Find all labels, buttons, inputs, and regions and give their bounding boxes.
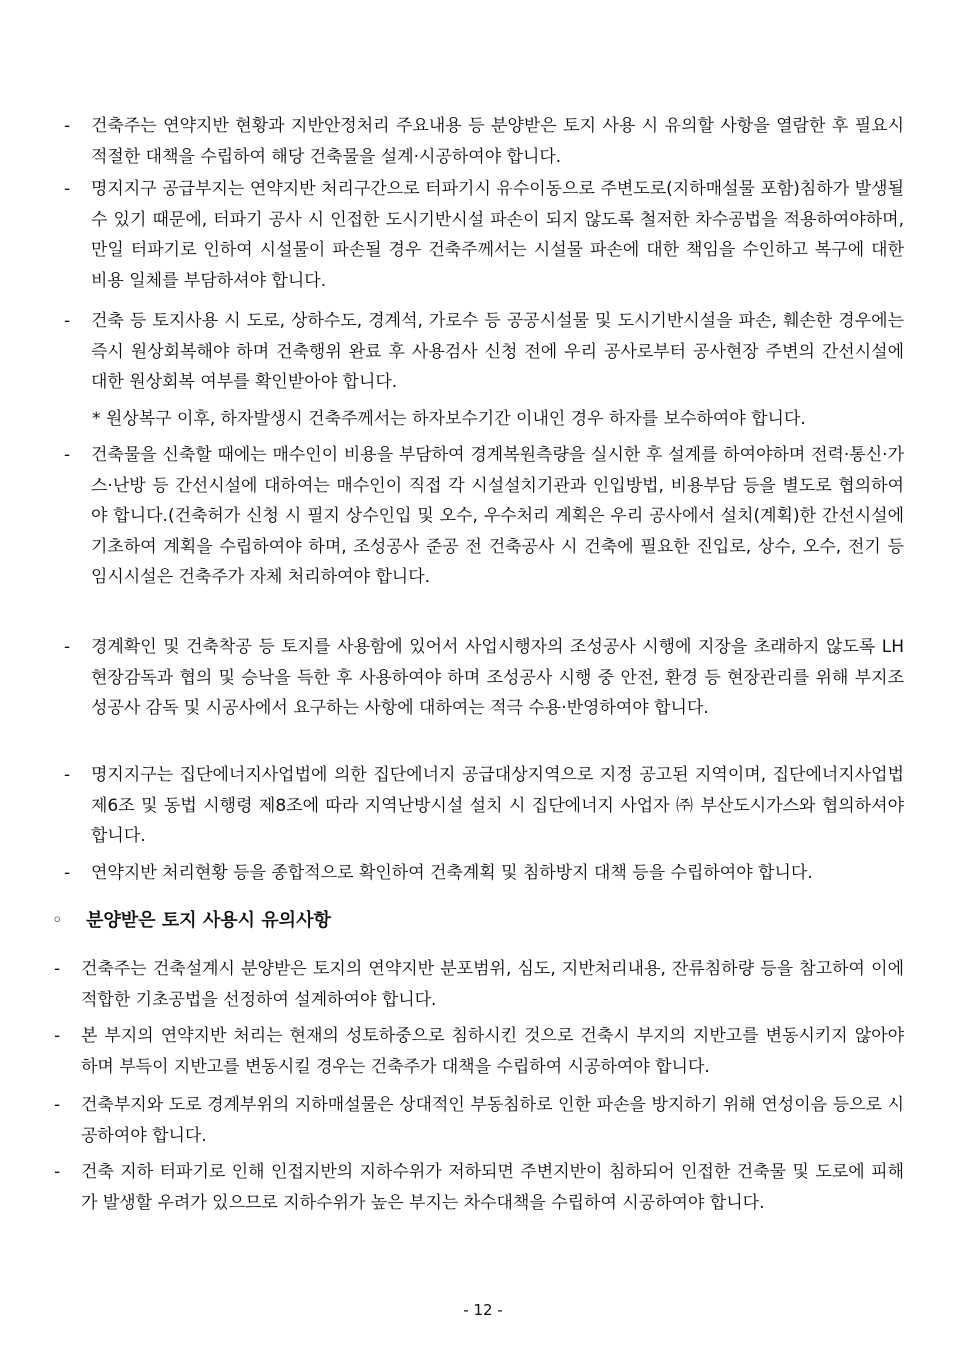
list-item (64, 111, 904, 172)
list-item-text: 건축물을 신축할 때에는 매수인이 비용을 부담하여 경계복원측량을 실시한 후 설계를 하여야하며 전력·통신·가스·난방 등 간선시설에 대하여는 매수인이 직접 각 시설설치기관과 인입방법, 비용부담 등을 별도로 협의하여야 합니다.(건축허가 신청 시 필지 상수인입 및 오수, 우수처리 계획은 우리 공사에서 설치(계획)한 간선시설에 기초하여 계획을 수립하여야 하며, 조성공사 준공 전 건축공사 시 건축에 필요한 진입로, 상수, 오수, 전기 등 임시시설은 건축주가 자체 처리하여야 합니다. (91, 445, 904, 587)
section-bullet: ◦ (52, 910, 63, 931)
list-item (54, 1021, 904, 1082)
list-item-text: 건축 지하 터파기로 인해 인접지반의 지하수위가 저하되면 주변지반이 침하되어 인접한 건축물 및 도로에 피해가 발생할 우려가 있으므로 지하수위가 높은 부지는 차수대책을 수립하여 시공하여야 합니다. (81, 1162, 904, 1213)
list-item (64, 440, 904, 593)
footnote-note: * 원상복구 이후, 하자발생시 건축주께서는 하자보수기간 이내인 경우 하자를 보수하여야 합니다. (92, 409, 806, 429)
list-item-text: 경계확인 및 건축착공 등 토지를 사용함에 있어서 사업시행자의 조성공사 시행에 지장을 초래하지 않도록 LH 현장감독과 협의 및 승낙을 득한 후 사용하여야 하며 조성공사 시행 중 안전, 환경 등 현장관리를 위해 부지조성공사 감독 및 시공사에서 요구하는 사항에 대하여는 적극 수용·반영하여야 합니다. (91, 637, 904, 718)
list-dash: - (64, 445, 71, 465)
list-dash: - (64, 116, 71, 136)
list-item (64, 632, 904, 724)
list-item-text: 명지지구 공급부지는 연약지반 처리구간으로 터파기시 유수이동으로 주변도로(지하매설물 포함)침하가 발생될 수 있기 때문에, 터파기 공사 시 인접한 도시기반시설 파손이 되지 않도록 철저한 차수공법을 적용하여야하며, 만일 터파기로 인하여 시설물이 파손될 경우 건축주께서는 시설물 파손에 대한 책임을 수인하고 복구에 대한 비용 일체를 부담하셔야 합니다. (91, 179, 904, 291)
list-item (64, 858, 904, 889)
list-dash: - (54, 1162, 61, 1182)
list-item-text: 건축 등 토지사용 시 도로, 상하수도, 경계석, 가로수 등 공공시설물 및 도시기반시설을 파손, 훼손한 경우에는 즉시 원상회복해야 하며 건축행위 완료 후 사용검사 신청 전에 우리 공사로부터 공사현장 주변의 간선시설에 대한 원상회복 여부를 확인받아야 합니다. (91, 311, 904, 392)
list-dash: - (54, 1095, 61, 1115)
list-item (64, 306, 904, 398)
list-dash: - (64, 863, 71, 883)
page-number: - 12 - (463, 1301, 503, 1319)
section-heading (52, 906, 892, 936)
list-item (64, 174, 904, 296)
list-dash: - (64, 179, 71, 199)
list-dash: - (64, 765, 71, 785)
list-item-text: 명지지구는 집단에너지사업법에 의한 집단에너지 공급대상지역으로 지정 공고된 지역이며, 집단에너지사업법 제6조 및 동법 시행령 제8조에 따라 지역난방시설 설치 시 집단에너지 사업자 ㈜ 부산도시가스와 협의하셔야 합니다. (91, 765, 904, 846)
list-item-text: 연약지반 처리현황 등을 종합적으로 확인하여 건축계획 및 침하방지 대책 등을 수립하여야 합니다. (91, 863, 813, 883)
list-item-text: 본 부지의 연약지반 처리는 현재의 성토하중으로 침하시킨 것으로 건축시 부지의 지반고를 변동시키지 않아야 하며 부득이 지반고를 변동시킬 경우는 건축주가 대책을 수립하여 시공하여야 합니다. (81, 1026, 904, 1077)
list-item-text: 건축부지와 도로 경계부위의 지하매설물은 상대적인 부동침하로 인한 파손을 방지하기 위해 연성이음 등으로 시공하여야 합니다. (81, 1095, 904, 1146)
list-item (54, 954, 904, 1015)
list-item-text: 건축주는 건축설계시 분양받은 토지의 연약지반 분포범위, 심도, 지반처리내용, 잔류침하량 등을 참고하여 이에 적합한 기초공법을 선정하여 설계하여야 합니다. (81, 959, 904, 1010)
list-dash: - (54, 959, 61, 979)
list-dash: - (54, 1026, 61, 1046)
list-item (54, 1157, 904, 1218)
list-item-text: 건축주는 연약지반 현황과 지반안정처리 주요내용 등 분양받은 토지 사용 시 유의할 사항을 열람한 후 필요시 적절한 대책을 수립하여 해당 건축물을 설계·시공하여야 합니다. (91, 116, 904, 167)
list-item (64, 760, 904, 852)
section-title: 분양받은 토지 사용시 유의사항 (86, 910, 331, 931)
list-dash: - (64, 311, 71, 331)
list-item (54, 1090, 904, 1151)
list-dash: - (64, 637, 71, 657)
